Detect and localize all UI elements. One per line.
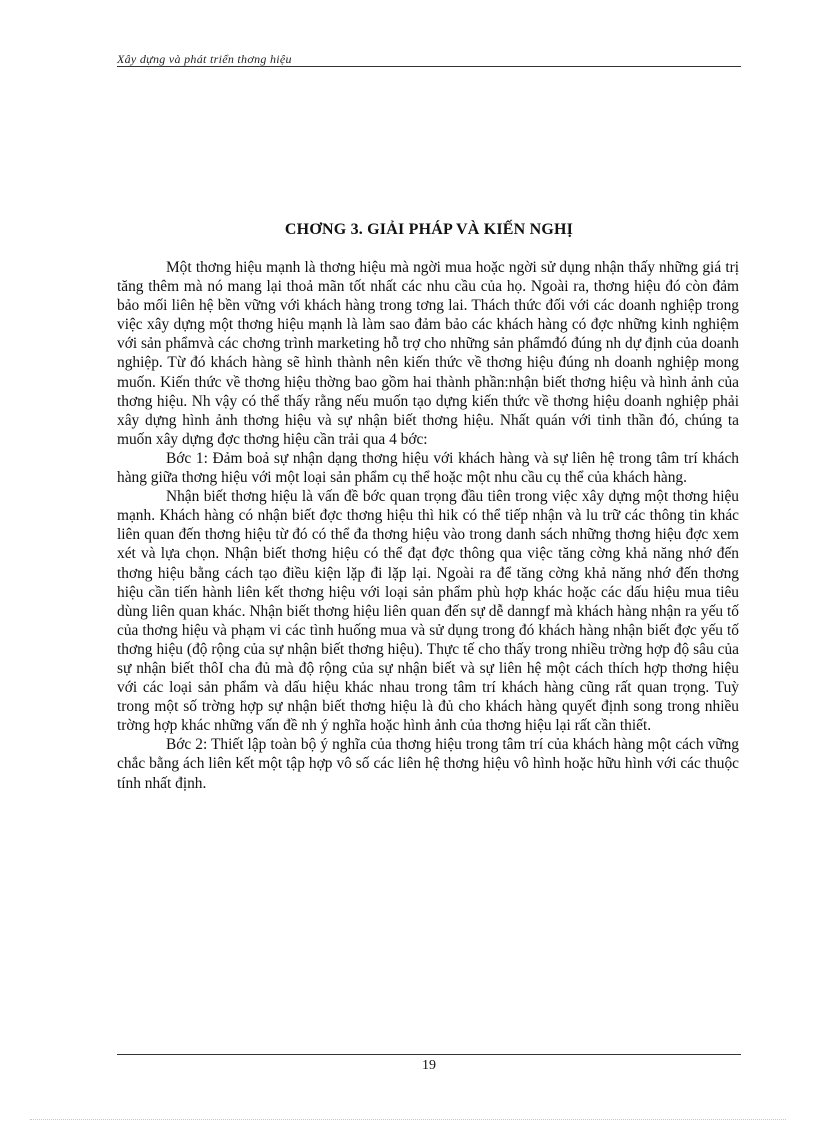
chapter-title: CHƠNG 3. GIẢI PHÁP VÀ KIẾN NGHỊ — [284, 221, 574, 238]
page-number: 19 — [422, 1058, 436, 1073]
paragraph: Một thơng hiệu mạnh là thơng hiệu mà ngời mua hoặc ngời sử dụng nhận thấy những giá trị tăng thêm mà nó mang lại thoả mãn tốt nhất các nhu cầu của họ. Ngoài ra, thơng hiệu đó còn đảm bảo mối liên hệ bền vững với khách hàng trong tơng lai. Thách thức đối với các doanh nghiệp trong việc xây dựng một thơng hiệu mạnh là làm sao đảm bảo các khách hàng có đợc những kinh nghiệm với sản phẩmvà các chơng trình marketing hỗ trợ cho những sản phẩmđó đúng nh dự định của doanh nghiệp. Từ đó khách hàng sẽ hình thành nên kiến thức về thơng hiệu đúng nh doanh nghiệp mong muốn. Kiến thức về thơng hiệu thờng bao gồm hai thành phần:nhận biết thơng hiệu và hình ảnh của thơng hiệu. Nh vậy có thể thấy rằng nếu muốn tạo dựng kiến thức về thơng hiệu doanh nghiệp phải xây dựng hình ảnh thơng hiệu và sự nhận biết thơng hiệu. Nhất quán với tinh thần đó, chúng ta muốn xây dựng đợc thơng hiệu cần trải qua 4 bớc: — [117, 259, 739, 448]
footer-divider — [117, 1054, 741, 1055]
header-divider — [117, 66, 741, 67]
paragraph: Nhận biết thơng hiệu là vấn đề bớc quan trọng đầu tiên trong việc xây dựng một thơng hiệu mạnh. Khách hàng có nhận biết đợc thơng hiệu thì hik có thể tiếp nhận và lu trữ các thông tin khác liên quan đến thơng hiệu từ đó có thể đa thơng hiệu vào trong danh sách những thơng hiệu đợc xem xét và lựa chọn. Nhận biết thơng hiệu có thể đạt đợc thông qua việc tăng cờng khả năng nhớ đến thơng hiệu bằng cách tạo điều kiện lặp đi lặp lại. Ngoài ra để tăng cờng khả năng nhớ đến thơng hiệu cần tiến hành liên kết thơng hiệu với loại sản phẩm phù hợp khác hoặc các dấu hiệu mua tiêu dùng liên quan khác. Nhận biết thơng hiệu liên quan đến sự dễ danngf mà khách hàng nhận ra yếu tố của thơng hiệu và phạm vi các tình huống mua và sử dụng trong đó khách hàng nhận biết đợc yếu tố thơng hiệu (độ rộng của sự nhận biết thơng hiệu). Thực tế cho thấy trong nhiều trờng hợp độ sâu của sự nhận biết thôI cha đủ mà độ rộng của sự nhận biết và sự liên hệ một cách thích hợp thơng hiệu với các loại sản phẩm và dấu hiệu khác nhau trong tâm trí khách hàng cũng rất quan trọng. Tuỳ trong một số trờng hợp sự nhận biết thơng hiệu là đủ cho khách hàng quyết định song trong nhiều trờng hợp khác những vấn đề nh ý nghĩa hoặc hình ảnh của thơng hiệu lại rất cần thiết. — [117, 488, 739, 735]
paragraph: Bớc 1: Đảm boả sự nhận dạng thơng hiệu với khách hàng và sự liên hệ trong tâm trí khách hàng giữa thơng hiệu với một loại sản phẩm cụ thể hoặc một nhu cầu cụ thể của khách hàng. — [117, 449, 739, 487]
paragraph: Bớc 2: Thiết lập toàn bộ ý nghĩa của thơng hiệu trong tâm trí của khách hàng một cách vững chắc bằng ách liên kết một tập hợp vô số các liên hệ thơng hiệu vô hình hoặc hữu hình với các thuộc tính nhất định. — [117, 736, 739, 792]
page-edge-divider — [30, 1119, 786, 1120]
running-header: Xây dựng và phát triển thơng hiệu — [117, 52, 292, 66]
body-text — [117, 258, 739, 793]
